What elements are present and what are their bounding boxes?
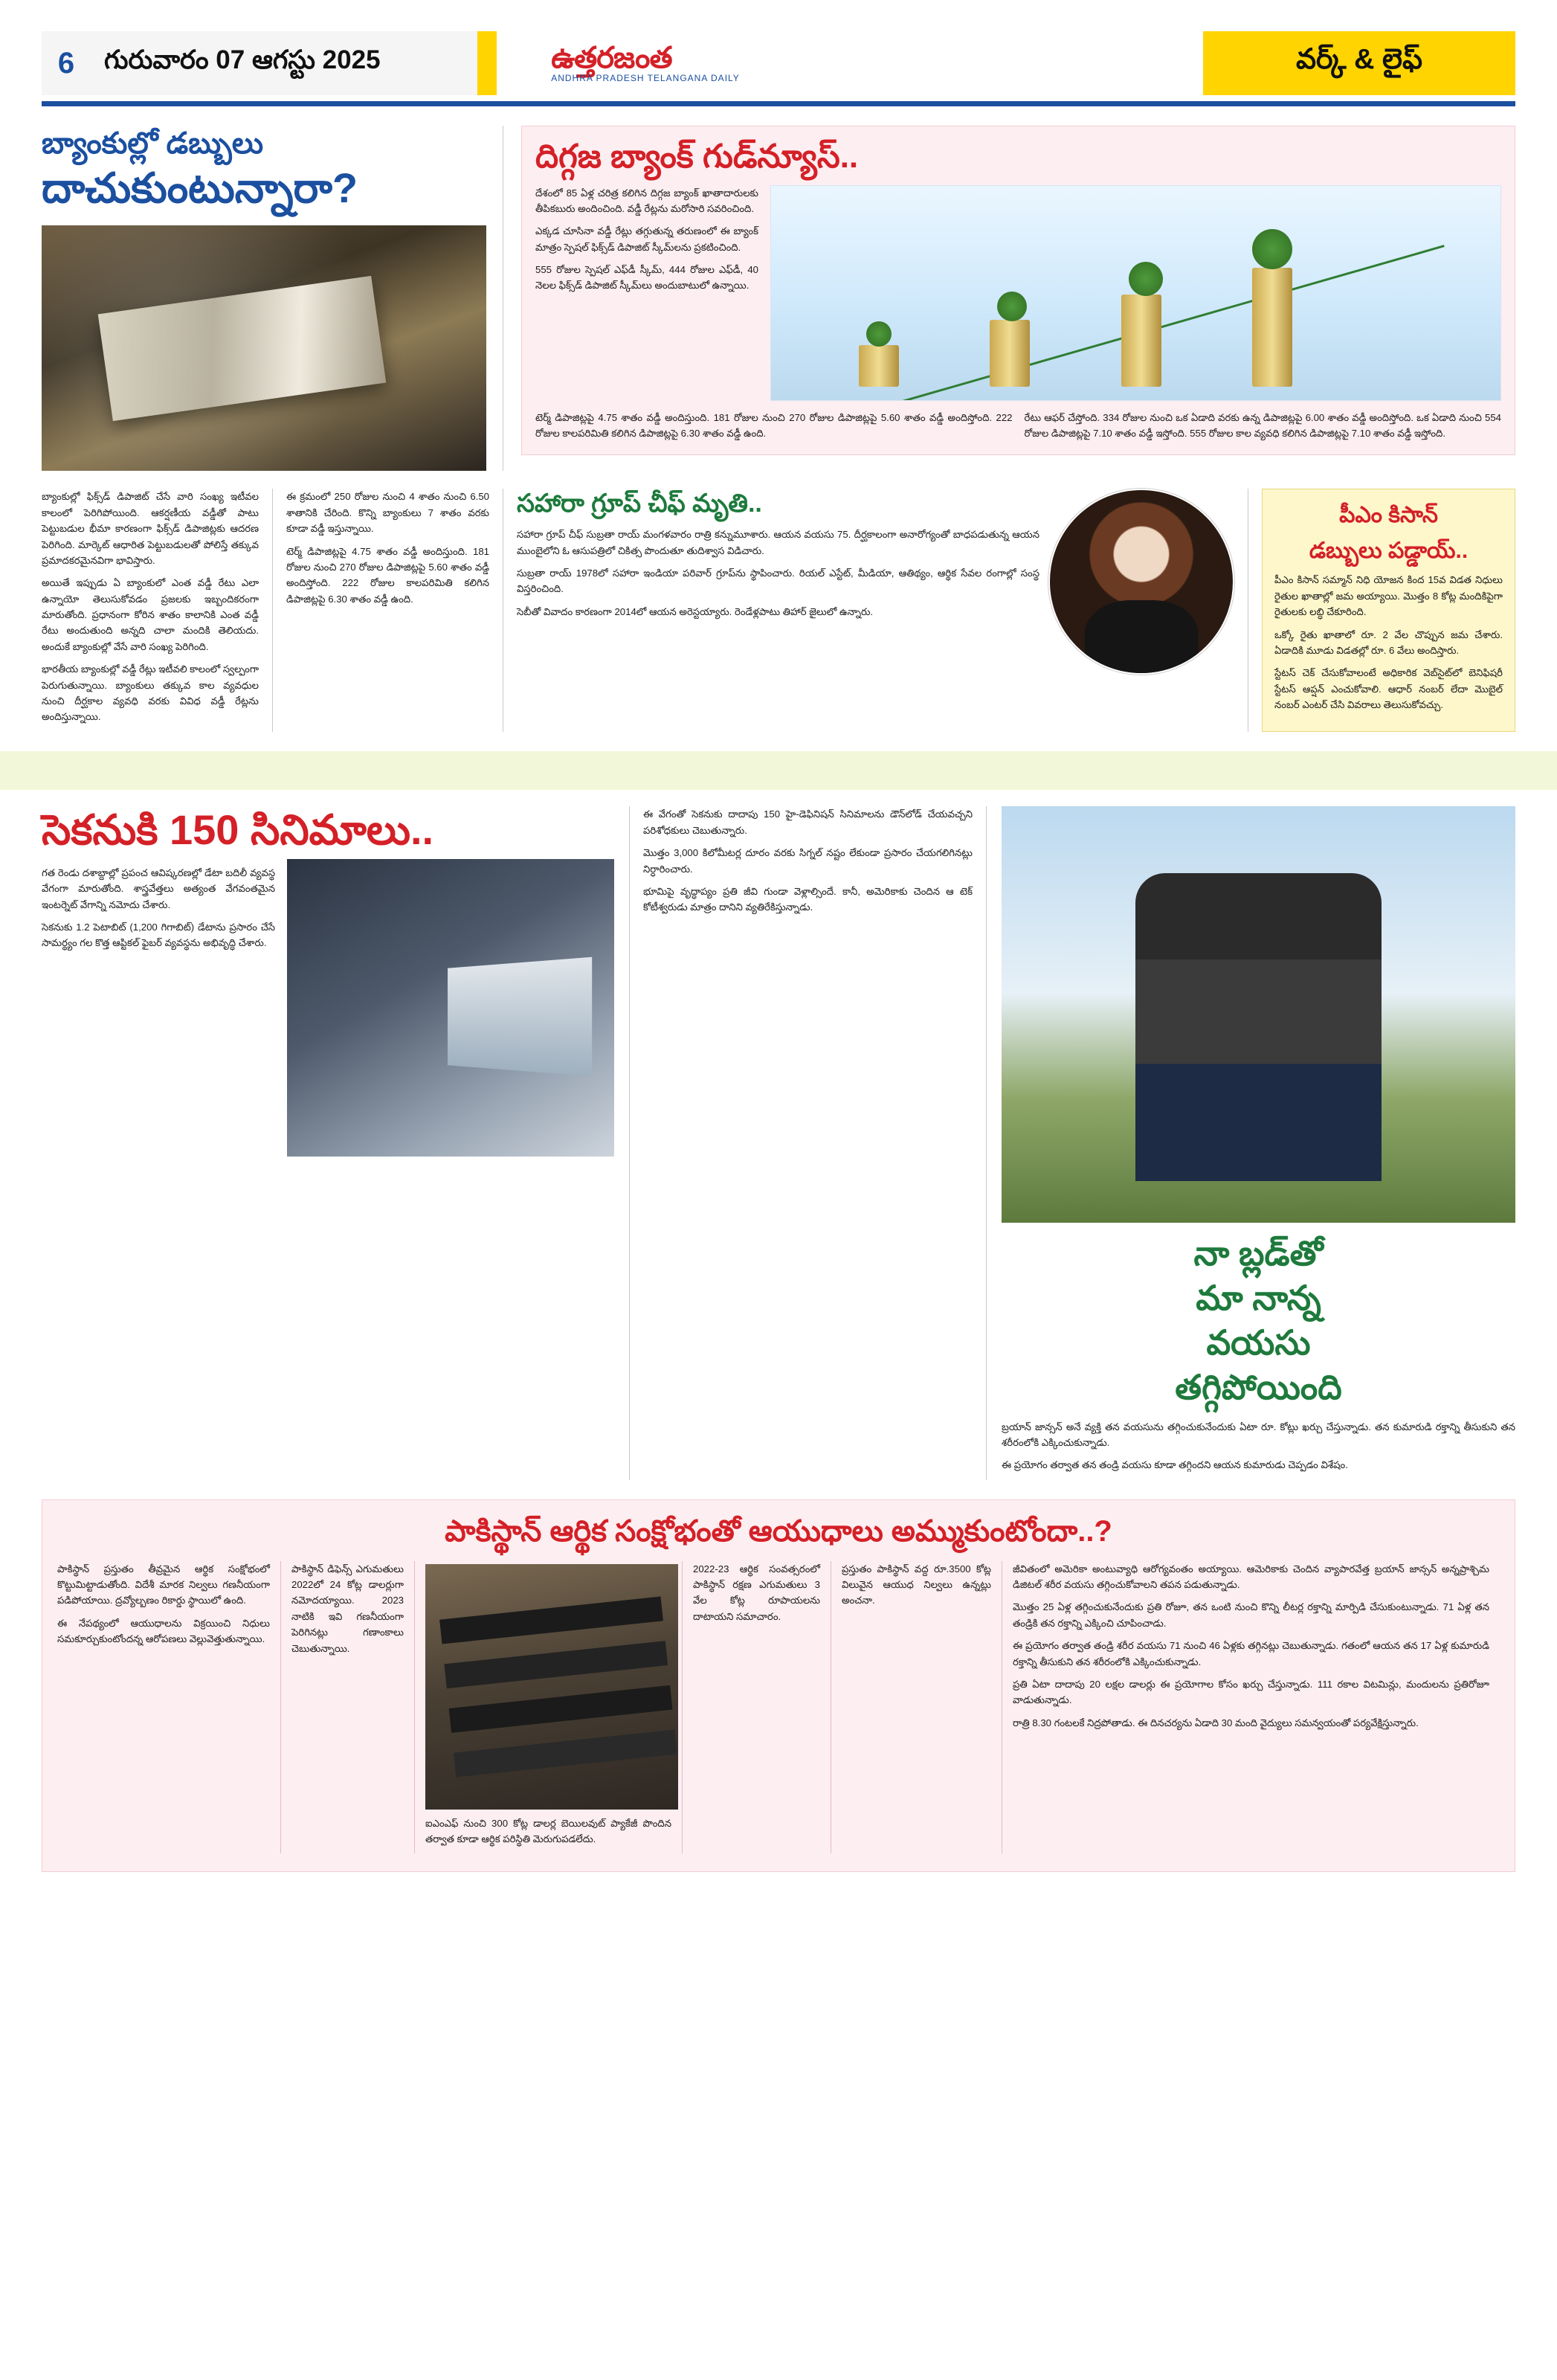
blood-story xyxy=(986,806,1515,1479)
masthead-accent-bar xyxy=(477,31,497,95)
bigbank-headline: దిగ్గజ బ్యాంక్ గుడ్‌న్యూస్.. xyxy=(535,138,859,175)
bryan-johnson-photo xyxy=(1002,806,1515,1223)
bigbank-panel xyxy=(521,126,1515,455)
life-para-1: మొత్తం 25 ఏళ్ల తగ్గించుకునేందుకు ప్రతి రోజూ, తన ఒంటి నుంచి కొన్ని లీటర్ల రక్తాన్ని మార్పిడి చేసుకుంటున్నాడు. 71 ఏళ్ల తన తండ్రికి తన రక్తాన్ని ఎక్కించి చూపించాడు. xyxy=(1013,1601,1489,1629)
masthead-spacer xyxy=(794,31,1203,95)
growth-chart-photo xyxy=(770,185,1501,401)
blood-para-0: భూమిపై వృద్ధాప్యం ప్రతి జీవి గుండా వెళ్లాల్సిందే. కానీ, అమెరికాకు చెందిన ఆ టెక్ కోటీశ్వరుడు మాత్రం దానిని వ్యతిరేకిస్తున్నాడు. xyxy=(643,885,973,913)
blood-headline-line2: మా నాన్న xyxy=(1196,1279,1321,1318)
bank-headline-line2: దాచుకుంటున్నారా? xyxy=(42,164,358,211)
mid-section xyxy=(42,489,1515,732)
sahara-para-1: సుబ్రతా రాయ్ 1978లో సహారా ఇండియా పరివార్ గ్రూప్‌ను స్థాపించారు. రియల్ ఎస్టేట్, మీడియా, ఆతిథ్యం, ఆర్థిక సేవల రంగాల్లో సంస్థ విస్తరించింది. xyxy=(517,567,1039,595)
pakistan-headline: పాకిస్థాన్ ఆర్థిక సంక్షోభంతో ఆయుధాలు అమ్ముకుంటోందా..? xyxy=(445,1514,1112,1548)
section-title: వర్క్ & లైఫ్ xyxy=(1203,31,1515,95)
pakistan-para-3: ఐఎంఎఫ్ నుంచి 300 కోట్ల డాలర్ల బెయిలవుట్ ప్యాకేజీ పొందిన తర్వాత కూడా ఆర్థిక పరిస్థితి మెరుగుపడలేదు. xyxy=(425,1817,671,1845)
bigbank-extra-0: టెర్మ్ డిపాజిట్లపై 4.75 శాతం వడ్డీ అందిస్తుంది. 181 రోజుల నుంచి 270 రోజుల డిపాజిట్లపై 5.60 శాతం వడ్డీ అందిస్తోంది. 222 రోజుల కాలపరిమితి కలిగిన డిపాజిట్లపై 6.30 శాతం వడ్డీ ఉంది. xyxy=(286,545,489,605)
tree-1 xyxy=(866,321,892,347)
pakistan-col-1 xyxy=(57,1561,280,1854)
newspaper-logo xyxy=(497,31,794,95)
blood-para-2: ఈ ప్రయోగం తర్వాత తన తండ్రి వయసు కూడా తగ్గిందని ఆయన కుమారుడు చెప్పడం విశేషం. xyxy=(1002,1459,1348,1471)
sahara-headline: సహారా గ్రూప్ చీఫ్ మృతి.. xyxy=(517,489,762,518)
life-para-3: ప్రతి ఏటా దాదాపు 20 లక్షల డాలర్లు ఈ ప్రయోగాల కోసం ఖర్చు చేస్తున్నాడు. 111 రకాల విటమిన్లు, మందులను ప్రతిరోజూ వాడుతున్నాడు. xyxy=(1013,1678,1489,1706)
pakistan-para-4: 2022-23 ఆర్థిక సంవత్సరంలో పాకిస్థాన్ రక్షణ ఎగుమతులు 3 వేల కోట్ల రూపాయలను దాటాయని సమాచారం. xyxy=(693,1563,820,1622)
blood-headline-line4: తగ్గిపోయింది xyxy=(1175,1367,1342,1406)
pakistan-col-4 xyxy=(682,1561,831,1854)
bank-para-0: బ్యాంకుల్లో ఫిక్స్‌డ్ డిపాజిట్ చేసే వారి సంఖ్య ఇటీవల కాలంలో పెరిగిపోయింది. ఆకర్షణీయ వడ్డీతో పాటు పెట్టుబడుల భీమా కారణంగా ఫిక్స్‌డ్ డిపాజిట్లకు ఆదరణ పెరిగింది. మార్కెట్ ఆధారిత పెట్టుబడులతో పోలిస్తే తక్కువ ప్రమాదకరమైనవిగా భావిస్తారు. xyxy=(42,491,259,566)
tree-2 xyxy=(997,292,1027,321)
publication-date: గురువారం 07 ఆగస్టు 2025 xyxy=(91,31,477,95)
bank-savings-story xyxy=(42,126,503,471)
blood-headline-line3: వయసు xyxy=(1206,1322,1311,1362)
pakistan-para-2: పాకిస్థాన్ డిఫెన్స్ ఎగుమతులు 2022లో 24 కోట్ల డాలర్లుగా నమోదయ్యాయి. 2023 నాటికి ఇవి గణనీయంగా పెరిగినట్లు గణాంకాలు చెబుతున్నాయి. xyxy=(291,1563,404,1654)
sahara-story xyxy=(503,489,1248,732)
pmkisan-headline-line1: పీఎం కిసాన్ xyxy=(1339,503,1438,528)
bank-para-2: భారతీయ బ్యాంకుల్లో వడ్డీ రేట్లు ఇటీవలి కాలంలో స్వల్పంగా పెరుగుతున్నాయి. బ్యాంకులు తక్కువ కాల వ్యవధుల నుంచి దీర్ఘకాల వ్యవధి వరకు వివిధ వడ్డీ రేట్లను అందిస్తున్నాయి. xyxy=(42,663,259,723)
masthead xyxy=(42,31,1515,95)
pmkisan-headline-line2: డబ్బులు పడ్డాయ్.. xyxy=(1309,538,1469,563)
coin-stack-2 xyxy=(990,320,1030,387)
pakistan-col-3 xyxy=(414,1561,682,1854)
weapons-photo xyxy=(425,1564,678,1810)
cinema-story xyxy=(42,806,629,1479)
bigbank-rate-columns xyxy=(535,410,1501,442)
cinema-section xyxy=(42,806,1515,1479)
newspaper-page xyxy=(0,31,1557,2380)
money-photo xyxy=(42,225,486,471)
bank-story-text-a xyxy=(42,489,272,732)
logo-title: ఉత్తరజంత xyxy=(551,42,672,74)
pmkisan-para-2: స్టేటస్ చెక్ చేసుకోవాలంటే అధికారిక వెబ్‌సైట్‌లో బెనిఫిషరీ స్టేటస్ ఆప్షన్ ఎంచుకోవాలి. ఆధార్ నంబర్ లేదా మొబైల్ నంబర్ ఎంటర్ చేసి వివరాలు తెలుసుకోవచ్చు. xyxy=(1274,667,1503,711)
life-column xyxy=(1002,1561,1500,1854)
pmkisan-para-0: పీఎం కిసాన్ సమ్మాన్ నిధి యోజన కింద 15వ విడత నిధులు రైతుల ఖాతాల్లో జమ అయ్యాయి. మొత్తం 8 కోట్ల మందికిపైగా రైతులకు లబ్ధి చేకూరింది. xyxy=(1274,574,1503,618)
coin-stack-1 xyxy=(859,345,899,387)
cinema-para-1: సెకనుకు 1.2 పెటాబిట్ (1,200 గిగాబిట్) డేటాను ప్రసారం చేసే సామర్థ్యం గల కొత్త ఆప్టికల్ ఫైబర్ వ్యవస్థను అభివృద్ధి చేశారు. xyxy=(42,921,275,949)
bank-story-text-b xyxy=(272,489,503,732)
cinema-para-3: మొత్తం 3,000 కిలోమీటర్ల దూరం వరకు సిగ్నల్ నష్టం లేకుండా ప్రసారం చేయగలిగినట్లు నిర్ధారించారు. xyxy=(643,847,973,875)
tree-3 xyxy=(1129,262,1163,296)
life-para-0: జీవితంలో అమెరికా అంటువ్యాధి ఆరోగ్యవంతం అయ్యాయి. ఆమెరికాకు చెందిన వ్యాపారవేత్త బ్రయాన్ జాన్సన్ అన్నప్రాశ్చిమ డిజిటల్ శరీర వయసు తగ్గించుకోవాలని తపన పడుతున్నాడు. xyxy=(1013,1563,1489,1591)
internet-speed-photo xyxy=(287,859,614,1157)
logo-subtitle: ANDHRA PRADESH TELANGANA DAILY xyxy=(551,73,740,83)
blood-para-1: బ్రయాన్ జాన్సన్ అనే వ్యక్తి తన వయసును తగ్గించుకునేందుకు ఏటా రూ. కోట్లు ఖర్చు చేస్తున్నాడు. తన కుమారుడి రక్తాన్ని తీసుకుని తన శరీరంలోకి ఎక్కించుకున్నాడు. xyxy=(1002,1421,1515,1448)
cinema-para-2: ఈ వేగంతో సెకనుకు దాదాపు 150 హై-డెఫినిషన్ సినిమాలను డౌన్‌లోడ్ చేయవచ్చని పరిశోధకులు చెబుతున్నారు. xyxy=(643,808,973,836)
section-separator-band xyxy=(0,751,1557,790)
bigbank-rates-col-0: టెర్మ్ డిపాజిట్లపై 4.75 శాతం వడ్డీ అందిస్తుంది. 181 రోజుల నుంచి 270 రోజుల డిపాజిట్లపై 5.60 శాతం వడ్డీ అందిస్తోంది. 222 రోజుల కాలపరిమితి కలిగిన డిపాజిట్లపై 6.30 శాతం వడ్డీ ఉంది. xyxy=(535,411,1013,439)
life-para-4: రాత్రి 8.30 గంటలకే నిద్రపోతాడు. ఈ దినచర్యను ఏడాది 30 మంది వైద్యులు సమన్వయంతో పర్యవేక్షిస్తున్నారు. xyxy=(1013,1717,1419,1728)
pmkisan-para-1: ఒక్కో రైతు ఖాతాలో రూ. 2 వేల చొప్పున జమ చేశారు. ఏడాదికి మూడు విడతల్లో రూ. 6 వేలు అందిస్తారు. xyxy=(1274,628,1503,656)
bigbank-para-1: ఎక్కడ చూసినా వడ్డీ రేట్లు తగ్గుతున్న తరుణంలో ఈ బ్యాంక్ మాత్రం స్పెషల్ ఫిక్స్‌డ్ డిపాజిట్ స్కీమ్‌లను ప్రకటించింది. xyxy=(535,225,758,253)
sahara-para-2: సెబీతో వివాదం కారణంగా 2014లో ఆయన అరెస్టయ్యారు. రెండేళ్లపాటు తిహార్ జైలులో ఉన్నారు. xyxy=(517,605,874,617)
sahara-chief-portrait xyxy=(1048,489,1234,675)
bank-para-1: అయితే ఇప్పుడు ఏ బ్యాంకులో ఎంత వడ్డీ రేటు ఎలా ఉన్నాయో తెలుసుకోవడం ప్రజలకు ఇబ్బందికరంగా మారుతోంది. ప్రధానంగా కోరిన శాతం కాలానికి ఎంత వడ్డీ రేటు అందుతుంది అన్నది చాలా మందికి తెలియదు. అందుకే బ్యాంకుల్లో వేసే వారి సంఖ్య పెరిగింది. xyxy=(42,577,259,652)
bank-para-3: ఈ క్రమంలో 250 రోజుల నుంచి 4 శాతం నుంచి 6.50 శాతానికి చేరింది. కొన్ని బ్యాంకులు 7 శాతం వరకు కూడా వడ్డీ ఇస్తున్నాయి. xyxy=(286,491,489,535)
bigbank-story xyxy=(503,126,1515,471)
pakistan-section xyxy=(42,1499,1515,1873)
pakistan-para-5: ప్రస్తుతం పాకిస్థాన్ వద్ద రూ.3500 కోట్ల విలువైన ఆయుధ నిల్వలు ఉన్నట్లు అంచనా. xyxy=(842,1563,991,1606)
cinema-headline: సెకనుకి 150 సినిమాలు.. xyxy=(42,806,434,854)
cinema-story-continued xyxy=(629,806,986,1479)
tree-4 xyxy=(1252,229,1292,269)
pakistan-col-2 xyxy=(280,1561,414,1854)
coin-stack-4 xyxy=(1252,268,1292,387)
bigbank-lead-text xyxy=(535,185,758,401)
pakistan-col-5 xyxy=(831,1561,1002,1854)
life-para-2: ఈ ప్రయోగం తర్వాత తండ్రి శరీర వయసు 71 నుంచి 46 ఏళ్లకు తగ్గినట్లు చెబుతున్నాడు. గతంలో ఆయన తన 17 ఏళ్ల కుమారుడి రక్తాన్ని తీసుకుని తన శరీరంలోకి ఎక్కించుకున్నాడు. xyxy=(1013,1640,1489,1667)
bigbank-para-2: 555 రోజుల స్పెషల్ ఎఫ్‌డీ స్కీమ్, 444 రోజుల ఎఫ్‌డీ, 40 నెలల ఫిక్స్‌డ్ డిపాజిట్ స్కీమ్‌లు అందుబాటులో ఉన్నాయి. xyxy=(535,264,758,292)
pakistan-para-1: ఈ నేపథ్యంలో ఆయుధాలను విక్రయించి నిధులు సమకూర్చుకుంటోందన్న ఆరోపణలు వెల్లువెత్తుతున్నాయి. xyxy=(57,1617,270,1645)
blood-headline-line1: నా బ్లడ్‌తో xyxy=(1193,1234,1324,1273)
bank-headline-line1: బ్యాంకుల్లో డబ్బులు xyxy=(42,127,264,160)
pmkisan-story xyxy=(1248,489,1515,732)
masthead-rule xyxy=(42,101,1515,106)
page-number: 6 xyxy=(42,31,91,95)
pmkisan-panel xyxy=(1262,489,1515,732)
pakistan-para-0: పాకిస్థాన్ ప్రస్తుతం తీవ్రమైన ఆర్థిక సంక్షోభంలో కొట్టుమిట్టాడుతోంది. విదేశీ మారక నిల్వలు గణనీయంగా పడిపోయాయి. ద్రవ్యోల్బణం రికార్డు స్థాయిలో ఉంది. xyxy=(57,1563,270,1606)
bigbank-para-0: దేశంలో 85 ఏళ్ల చరిత్ర కలిగిన దిగ్గజ బ్యాంక్ ఖాతాదారులకు తీపికబురు అందించింది. వడ్డీ రేట్లను మరోసారి సవరించింది. xyxy=(535,187,758,214)
coin-stack-3 xyxy=(1121,295,1161,387)
cinema-para-0: గత రెండు దశాబ్దాల్లో ప్రపంచ ఆవిష్కరణల్లో డేటా బదిలీ వ్యవస్థ వేగంగా మారుతోంది. శాస్త్రవేత్తలు అత్యంత వేగవంతమైన ఇంటర్నెట్ వేగాన్ని నమోదు చేశారు. xyxy=(42,866,275,910)
bigbank-rates-col-1: రేటు ఆఫర్ చేస్తోంది. 334 రోజుల నుంచి ఒక ఏడాది వరకు ఉన్న డిపాజిట్లపై 6.00 శాతం వడ్డీ అందిస్తోంది. ఒక ఏడాది నుంచి 554 రోజుల డిపాజిట్లపై 7.10 శాతం వడ్డీ ఇస్తోంది. 555 రోజుల కాల వ్యవధి కలిగిన డిపాజిట్లపై 7.10 శాతం వడ్డీ ఇస్తోంది. xyxy=(1024,411,1501,439)
top-section xyxy=(42,126,1515,471)
sahara-para-0: సహారా గ్రూప్ చీఫ్ సుబ్రతా రాయ్ మంగళవారం రాత్రి కన్నుమూశారు. ఆయన వయసు 75. దీర్ఘకాలంగా అనారోగ్యంతో బాధపడుతున్న ఆయన ముంబైలోని ఓ ఆసుపత్రిలో చికిత్స పొందుతూ తుదిశ్వాస విడిచారు. xyxy=(517,529,1039,556)
